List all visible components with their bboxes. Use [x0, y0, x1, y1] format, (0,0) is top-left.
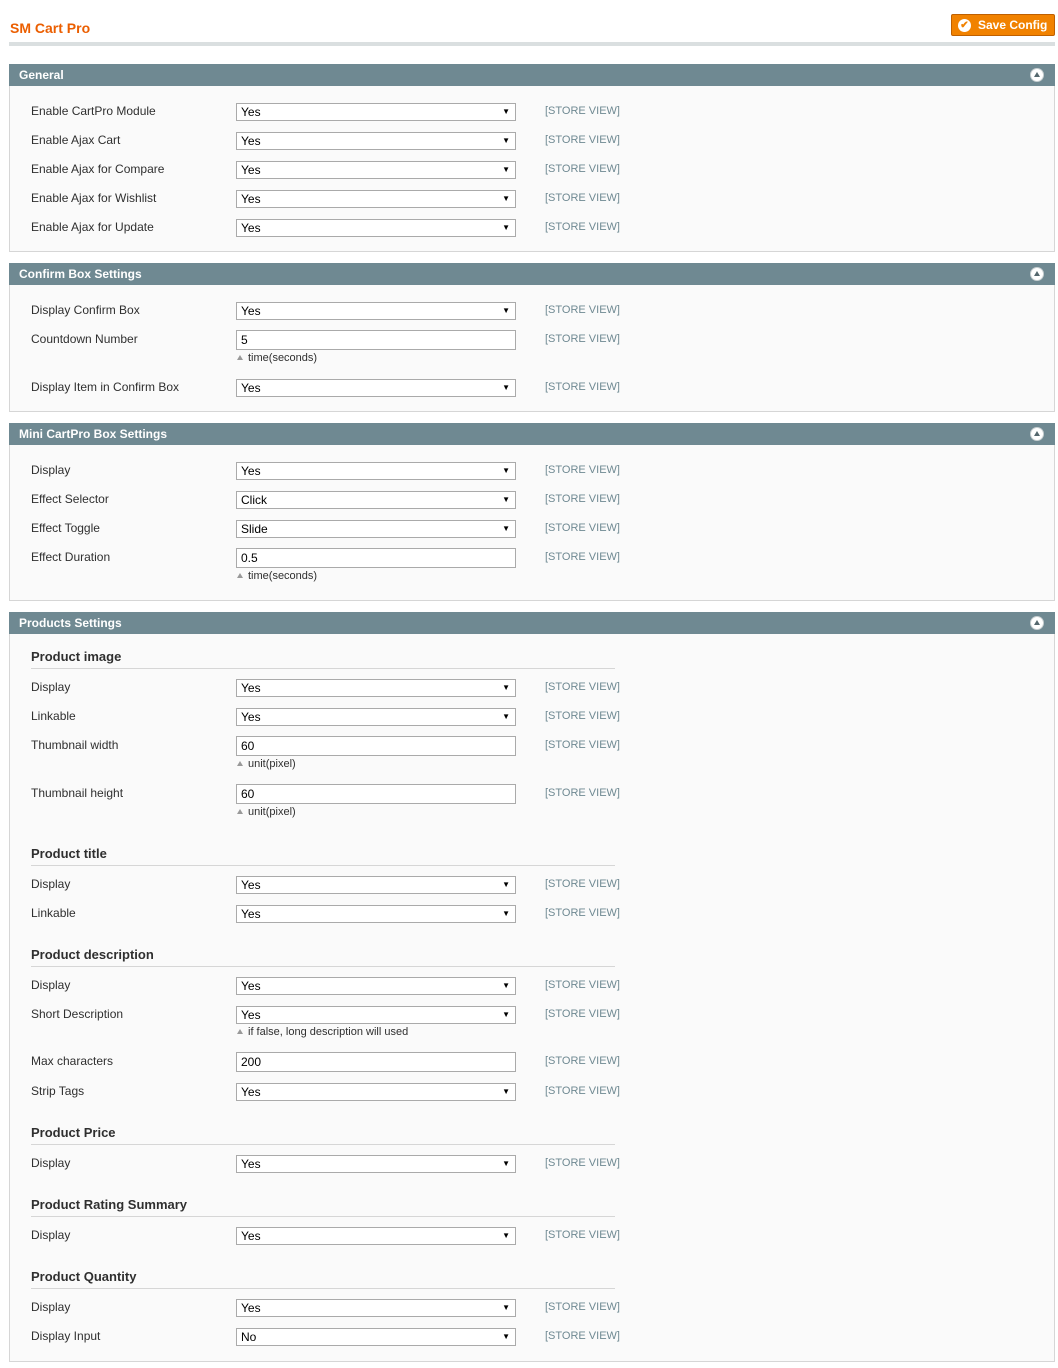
field-label: Display: [31, 1228, 71, 1242]
group-heading-product-title: Product title: [31, 846, 615, 866]
title-linkable-select[interactable]: Yes ▼: [236, 905, 516, 923]
mini-display-select[interactable]: Yes ▼: [236, 462, 516, 480]
group-heading-product-price: Product Price: [31, 1125, 615, 1145]
scope-label: [STORE VIEW]: [545, 878, 620, 890]
collapse-icon[interactable]: [1030, 427, 1044, 441]
display-item-confirm-select[interactable]: Yes ▼: [236, 379, 516, 397]
scope-label: [STORE VIEW]: [545, 681, 620, 693]
title-display-select[interactable]: Yes ▼: [236, 876, 516, 894]
quantity-display-select[interactable]: Yes ▼: [236, 1299, 516, 1317]
note-arrow-icon: [237, 1029, 243, 1034]
note-arrow-icon: [237, 761, 243, 766]
scope-label: [STORE VIEW]: [545, 787, 620, 799]
check-icon: ✔: [958, 19, 971, 32]
field-label: Display: [31, 463, 71, 477]
field-label: Thumbnail height: [31, 786, 124, 800]
field-label: Thumbnail width: [31, 738, 119, 752]
field-label: Strip Tags: [31, 1084, 85, 1098]
scope-label: [STORE VIEW]: [545, 304, 620, 316]
scope-label: [STORE VIEW]: [545, 551, 620, 563]
enable-cartpro-select[interactable]: Yes ▼: [236, 103, 516, 121]
field-label: Display Confirm Box: [31, 303, 140, 317]
strip-tags-select[interactable]: Yes ▼: [236, 1083, 516, 1101]
scope-label: [STORE VIEW]: [545, 221, 620, 233]
section-title: Confirm Box Settings: [19, 267, 142, 281]
field-note: [237, 758, 296, 770]
note-text: if false, long description will used: [248, 1026, 409, 1038]
scope-label: [STORE VIEW]: [545, 1008, 620, 1020]
scope-label: [STORE VIEW]: [545, 381, 620, 393]
section-header-mini-cartpro[interactable]: [9, 423, 1055, 445]
section-header-general[interactable]: [9, 64, 1055, 86]
section-header-products[interactable]: [9, 612, 1055, 634]
group-heading-product-description: Product description: [31, 947, 615, 967]
field-label: Effect Toggle: [31, 521, 100, 535]
effect-toggle-select[interactable]: Slide ▼: [236, 520, 516, 538]
field-label: Display Item in Confirm Box: [31, 380, 180, 394]
title-divider: [9, 42, 1055, 46]
note-text: time(seconds): [248, 570, 318, 582]
scope-label: [STORE VIEW]: [545, 1085, 620, 1097]
scope-label: [STORE VIEW]: [545, 1055, 620, 1067]
field-label: Enable Ajax for Update: [31, 220, 154, 234]
field-note: [237, 806, 296, 818]
group-heading-product-image: Product image: [31, 649, 615, 669]
field-label: Max characters: [31, 1054, 114, 1068]
section-header-confirm-box[interactable]: [9, 263, 1055, 285]
scope-label: [STORE VIEW]: [545, 710, 620, 722]
enable-ajax-cart-select[interactable]: Yes ▼: [236, 132, 516, 150]
section-body-products: [9, 634, 1055, 1362]
field-label: Enable Ajax for Compare: [31, 162, 165, 176]
section-title: Products Settings: [19, 616, 122, 630]
note-arrow-icon: [237, 355, 243, 360]
section-title: Mini CartPro Box Settings: [19, 427, 168, 441]
price-display-select[interactable]: Yes ▼: [236, 1155, 516, 1173]
field-label: Countdown Number: [31, 332, 138, 346]
field-note: [237, 1026, 408, 1038]
field-note: [237, 352, 317, 364]
image-display-select[interactable]: Yes ▼: [236, 679, 516, 697]
thumbnail-width-input[interactable]: 60: [236, 736, 516, 756]
collapse-icon[interactable]: [1030, 267, 1044, 281]
field-label: Display: [31, 680, 71, 694]
field-label: Short Description: [31, 1007, 124, 1021]
scope-label: [STORE VIEW]: [545, 163, 620, 175]
section-title: General: [19, 68, 64, 82]
field-label: Linkable: [31, 906, 76, 920]
scope-label: [STORE VIEW]: [545, 1330, 620, 1342]
field-label: Display: [31, 1300, 71, 1314]
rating-display-select[interactable]: Yes ▼: [236, 1227, 516, 1245]
field-label: Effect Duration: [31, 550, 111, 564]
countdown-number-input[interactable]: 5: [236, 330, 516, 350]
section-body-general: [9, 86, 1055, 252]
note-arrow-icon: [237, 809, 243, 814]
field-label: Display: [31, 1156, 71, 1170]
effect-selector-select[interactable]: Click ▼: [236, 491, 516, 509]
scope-label: [STORE VIEW]: [545, 979, 620, 991]
scope-label: [STORE VIEW]: [545, 192, 620, 204]
field-label: Enable CartPro Module: [31, 104, 156, 118]
note-arrow-icon: [237, 573, 243, 578]
enable-ajax-update-select[interactable]: Yes ▼: [236, 219, 516, 237]
display-input-select[interactable]: No ▼: [236, 1328, 516, 1346]
field-label: Display: [31, 978, 71, 992]
field-label: Display: [31, 877, 71, 891]
scope-label: [STORE VIEW]: [545, 1301, 620, 1313]
field-label: Linkable: [31, 709, 76, 723]
note-text: time(seconds): [248, 352, 318, 364]
display-confirm-box-select[interactable]: Yes ▼: [236, 302, 516, 320]
collapse-icon[interactable]: [1030, 68, 1044, 82]
field-label: Effect Selector: [31, 492, 109, 506]
save-config-button[interactable]: [951, 14, 1055, 36]
scope-label: [STORE VIEW]: [545, 493, 620, 505]
description-display-select[interactable]: Yes ▼: [236, 977, 516, 995]
scope-label: [STORE VIEW]: [545, 1157, 620, 1169]
image-linkable-select[interactable]: Yes ▼: [236, 708, 516, 726]
effect-duration-input[interactable]: 0.5: [236, 548, 516, 568]
short-description-select[interactable]: Yes ▼: [236, 1006, 516, 1024]
scope-label: [STORE VIEW]: [545, 105, 620, 117]
enable-ajax-wishlist-select[interactable]: Yes ▼: [236, 190, 516, 208]
note-text: unit(pixel): [248, 758, 296, 770]
group-heading-product-rating: Product Rating Summary: [31, 1197, 615, 1217]
section-body-mini-cartpro: [9, 445, 1055, 601]
collapse-icon[interactable]: [1030, 616, 1044, 630]
scope-label: [STORE VIEW]: [545, 134, 620, 146]
group-heading-product-quantity: Product Quantity: [31, 1269, 615, 1289]
scope-label: [STORE VIEW]: [545, 739, 620, 751]
scope-label: [STORE VIEW]: [545, 907, 620, 919]
save-config-label: Save Config: [978, 18, 1048, 32]
scope-label: [STORE VIEW]: [545, 522, 620, 534]
field-note: [237, 570, 317, 582]
field-label: Display Input: [31, 1329, 101, 1343]
scope-label: [STORE VIEW]: [545, 333, 620, 345]
page-title: SM Cart Pro: [10, 20, 91, 36]
field-label: Enable Ajax Cart: [31, 133, 121, 147]
scope-label: [STORE VIEW]: [545, 464, 620, 476]
scope-label: [STORE VIEW]: [545, 1229, 620, 1241]
thumbnail-height-input[interactable]: 60: [236, 784, 516, 804]
note-text: unit(pixel): [248, 806, 296, 818]
section-body-confirm-box: [9, 285, 1055, 412]
max-characters-input[interactable]: 200: [236, 1052, 516, 1072]
enable-ajax-compare-select[interactable]: Yes ▼: [236, 161, 516, 179]
field-label: Enable Ajax for Wishlist: [31, 191, 157, 205]
